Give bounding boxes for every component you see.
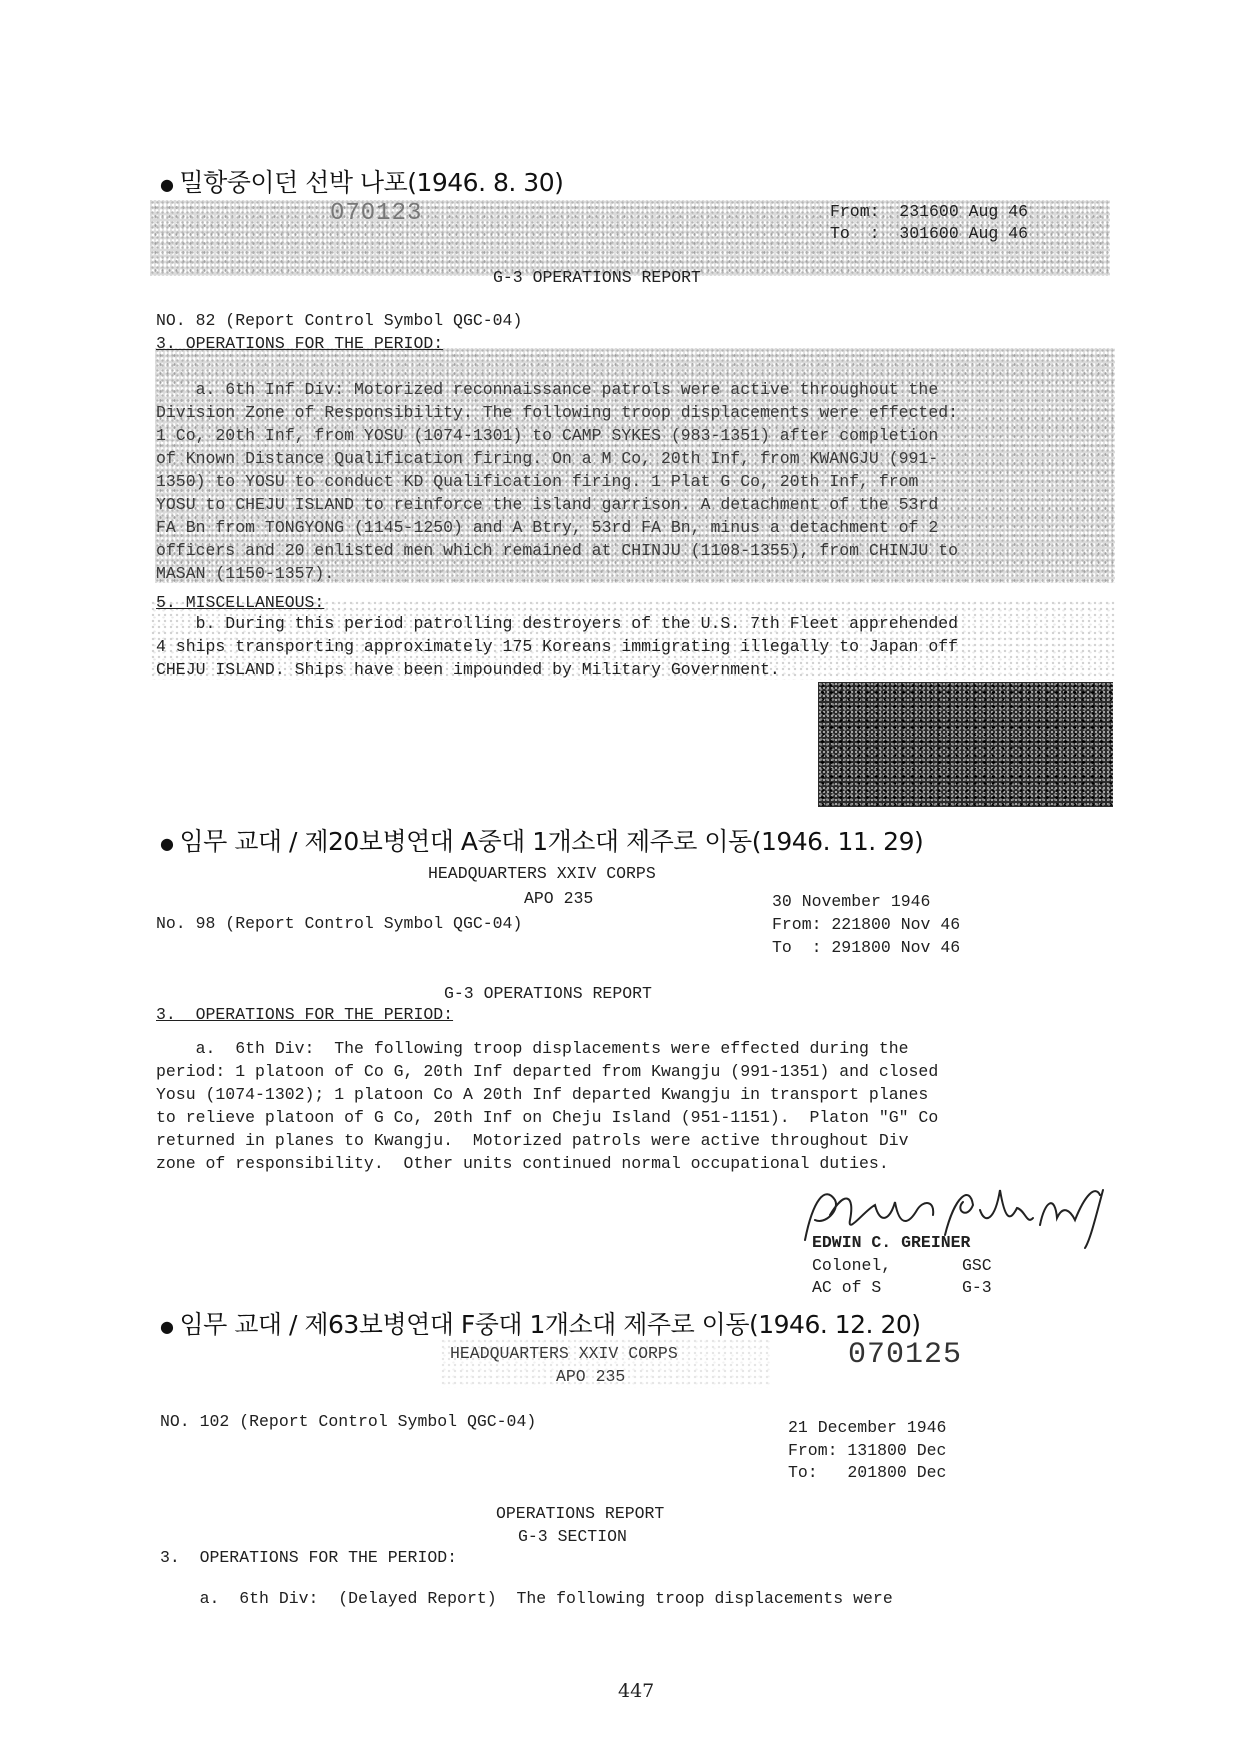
misc-line: 4 ships transporting approximately 175 Koreans immigrating illegally to Japan off bbox=[156, 637, 959, 656]
section-3-hq: HEADQUARTERS XXIV CORPS bbox=[450, 1344, 678, 1363]
body-line: Yosu (1074-1302); 1 platoon Co A 20th Inf departed Kwangju in transport planes bbox=[156, 1085, 929, 1104]
section-3-to: To: 201800 Dec bbox=[788, 1463, 947, 1482]
body-line: to relieve platoon of G Co, 20th Inf on Cheju Island (951-1151). Platon "G" Co bbox=[156, 1108, 939, 1127]
section-3-operations-heading: 3. OPERATIONS FOR THE PERIOD: bbox=[160, 1548, 458, 1567]
bullet-icon: ● bbox=[160, 174, 174, 194]
body-line: Division Zone of Responsibility. The following troop displacements were effected: bbox=[156, 403, 959, 422]
section-1-to: To : 301600 Aug 46 bbox=[830, 224, 1029, 243]
body-line: a. 6th Div: The following troop displacements were effected during the bbox=[156, 1039, 909, 1058]
section-3-date: 21 December 1946 bbox=[788, 1418, 947, 1437]
section-2-from: From: 221800 Nov 46 bbox=[772, 915, 961, 934]
section-3-body bbox=[160, 1587, 893, 1610]
section-2-body bbox=[156, 1037, 938, 1175]
section-3-from: From: 131800 Dec bbox=[788, 1441, 947, 1460]
body-line: of Known Distance Qualification firing. On a M Co, 20th Inf, from KWANGJU (991- bbox=[156, 449, 939, 468]
body-line: returned in planes to Kwangju. Motorized patrols were active throughout Div bbox=[156, 1131, 909, 1150]
section-2-hq: HEADQUARTERS XXIV CORPS bbox=[428, 864, 656, 883]
section-2-operations-heading: 3. OPERATIONS FOR THE PERIOD: bbox=[156, 1005, 454, 1024]
section-3-report-title: OPERATIONS REPORT bbox=[496, 1504, 665, 1523]
body-line: FA Bn from TONGYONG (1145-1250) and A Btry, 53rd FA Bn, minus a detachment of 2 bbox=[156, 518, 939, 537]
section-1-serial: 070123 bbox=[330, 200, 423, 227]
section-1-operations-heading: 3. OPERATIONS FOR THE PERIOD: bbox=[156, 334, 444, 353]
section-1-body bbox=[156, 378, 958, 585]
section-3-report-subtitle: G-3 SECTION bbox=[518, 1527, 627, 1546]
redacted-stamp-image bbox=[818, 682, 1113, 807]
signer-section: G-3 bbox=[962, 1278, 992, 1297]
signer-office: AC of S bbox=[812, 1278, 882, 1297]
body-line: a. 6th Inf Div: Motorized reconnaissance patrols were active throughout the bbox=[156, 380, 939, 399]
signer-name: EDWIN C. GREINER bbox=[812, 1233, 971, 1252]
section-1-misc-heading: 5. MISCELLANEOUS: bbox=[156, 593, 325, 612]
misc-line: CHEJU ISLAND. Ships have been impounded by Military Government. bbox=[156, 660, 780, 679]
signer-unit: GSC bbox=[962, 1256, 992, 1275]
body-line: a. 6th Div: (Delayed Report) The following troop displacements were bbox=[160, 1589, 893, 1608]
bullet-icon: ● bbox=[160, 1316, 174, 1336]
misc-line: b. During this period patrolling destroyers of the U.S. 7th Fleet apprehended bbox=[156, 614, 959, 633]
section-2-report-title: G-3 OPERATIONS REPORT bbox=[444, 984, 652, 1003]
body-line: officers and 20 enlisted men which remained at CHINJU (1108-1355), from CHINJU to bbox=[156, 541, 959, 560]
section-3-heading: ● 임무 교대 / 제63보병연대 F중대 1개소대 제주로 이동(1946. 12. 20) bbox=[160, 1310, 921, 1339]
body-line: zone of responsibility. Other units continued normal occupational duties. bbox=[156, 1154, 889, 1173]
page-number: 447 bbox=[618, 1680, 655, 1702]
section-2-to: To : 291800 Nov 46 bbox=[772, 938, 961, 957]
section-3-apo: APO 235 bbox=[556, 1367, 626, 1386]
body-line: period: 1 platoon of Co G, 20th Inf departed from Kwangju (991-1351) and closed bbox=[156, 1062, 939, 1081]
section-1-heading: ● 밀항중이던 선박 나포(1946. 8. 30) bbox=[160, 168, 564, 197]
section-3-number-line: NO. 102 (Report Control Symbol QGC-04) bbox=[160, 1412, 537, 1431]
signer-rank: Colonel, bbox=[812, 1256, 892, 1275]
section-3-serial: 070125 bbox=[848, 1338, 963, 1372]
section-2-date: 30 November 1946 bbox=[772, 892, 931, 911]
section-2-number-line: No. 98 (Report Control Symbol QGC-04) bbox=[156, 914, 523, 933]
section-1-report-title: G-3 OPERATIONS REPORT bbox=[493, 268, 701, 287]
body-line: 1350) to YOSU to conduct KD Qualification firing. 1 Plat G Co, 20th Inf, from bbox=[156, 472, 919, 491]
section-1-misc-body bbox=[156, 612, 958, 681]
body-line: MASAN (1150-1357). bbox=[156, 564, 335, 583]
bullet-icon: ● bbox=[160, 833, 174, 853]
section-1-number-line: NO. 82 (Report Control Symbol QGC-04) bbox=[156, 311, 523, 330]
section-1-from: From: 231600 Aug 46 bbox=[830, 202, 1029, 221]
body-line: 1 Co, 20th Inf, from YOSU (1074-1301) to CAMP SYKES (983-1351) after completion bbox=[156, 426, 939, 445]
section-2-heading: ● 임무 교대 / 제20보병연대 A중대 1개소대 제주로 이동(1946. 11. 29) bbox=[160, 827, 924, 856]
section-2-apo: APO 235 bbox=[524, 889, 594, 908]
body-line: YOSU to CHEJU ISLAND to reinforce the island garrison. A detachment of the 53rd bbox=[156, 495, 939, 514]
